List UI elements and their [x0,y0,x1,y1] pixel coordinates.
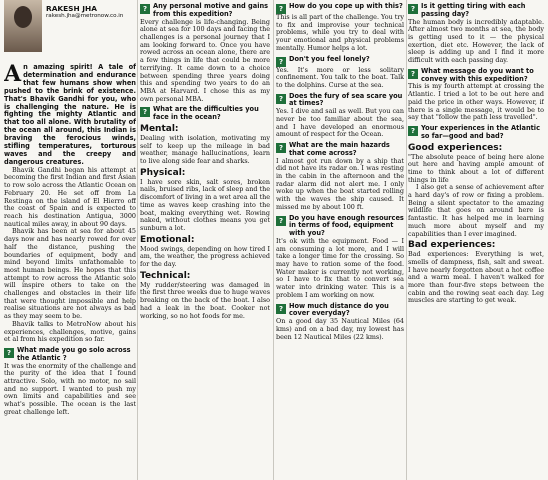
body-paragraph: Bhavik has been at sea for about 45 days now and has nearly rowed for over half the distance, pushing the boundaries of equipment, body and mind beyond limits unfathomable to most human beings. He hopes that this attempt to row across the Atlantic solo will inspire others to take on the challenges and obstacles in their life that were thought impossible and help realise situations are not always as bad as they may seem to be. [4,227,136,321]
column-rule [406,0,407,480]
question: ? Does the fury of sea scare you at times? [276,93,404,109]
question-icon: ? [4,348,14,358]
answer: Yes. I dive and sail as well. But you can never be too familiar about the sea, and I have developed an enormous amount of respect for the Ocean. [276,107,404,139]
question-icon: ? [408,126,418,136]
question-icon: ? [408,4,418,14]
question-icon: ? [276,94,286,104]
question-icon: ? [140,107,150,117]
question: ? Your experiences in the Atlantic so far—good and bad? [408,125,544,141]
answer: Yes. It's more or less solitary confinement. You talk to the boat. Talk to the dolphins. Curse at the sea. [276,65,404,89]
question-icon: ? [276,57,286,67]
drop-cap: A [4,61,22,87]
lead-paragraph [4,61,136,167]
answer: It's ok with the equipment. Food — I am consuming a lot more, and I will take a longer time for the crossing. So may have to ration some of the food. Water maker is currently not working, so I have to fix that to convert sea water into drinking water. This is a problem I am working on now. [276,236,404,299]
answer: Mood swings, depending on how tired I am, the weather, the progress achieved for the day. [140,244,270,269]
answer: I have sore skin, salt sores, broken nails, bruised ribs, lack of sleep and the discomfort of living in a wet area all the time as waves keep crashing into the boat, making everything wet. Rowing naked, without clothes means you get sunburn a lot. [140,177,270,232]
question-icon: ? [276,143,286,153]
question: ? What are the main hazards that come across? [276,142,404,158]
answer: My rudder/steering was damaged in the first three weeks due to huge waves breaking on the back of the boat. I also had a leak in the boat. Cooker not working, so no hot foods for me. [140,280,270,320]
section-heading: Physical: [140,167,186,178]
answer: This is all part of the challenge. You try to fix and improvise your technical problems, while you try to deal with your emotional and physical problems mentally. Humor helps a lot. [276,13,404,52]
section-heading: Bad experiences: [408,240,496,251]
answer: Bad experiences: Everything is wet, smells of dampness, fish, salt and sweat. I have nearly forgotten about a hot coffee and a warm meal. I haven't walked for more than four-five steps between the cabin and the rowing seat each day. Leg muscles are starting to get weak. [408,250,544,305]
question-icon: ? [276,4,286,14]
answer: The human body is incredibly adaptable. After almost two months at sea, the body is getting used to it — the physical exertion, diet etc. However, the lack of sleep is adding up and I find it more difficult with each passing day. [408,17,544,65]
column-4 [408,0,544,480]
question: ? Is it getting tiring with each passing day? [408,3,544,19]
answer: Dealing with isolation, motivating my self to keep up the mileage in bad weather, manage hallucinations, learn to live along side fear and sharks. [140,133,270,166]
question: ? What are the difficulties you face in the ocean? [140,106,270,122]
question: ? Any personal motive and gains from this expedition? [140,3,270,19]
question-icon: ? [276,304,286,314]
answer: I almost got run down by a ship that did not have its radar on. I was resting in the cabin in the afternoon and the radar alarm did not alert me. I only woke up when the boat started rolling with the waves the ship caused. It missed me by about 100 ft. [276,156,404,211]
author-email[interactable]: rakesh.jha@metronow.co.in [46,13,124,19]
section-heading: Good experiences: [408,142,503,153]
author-name: RAKESH JHA [46,4,97,13]
answer: It was the enormity of the challenge and the purity of the idea that I found attractive. Solo, with no motor, no sail and no support. I wanted to push my own limits and capabilities and see what's possible. The ocean is the last great challenge left. [4,361,136,416]
column-3 [276,0,404,480]
section-heading: Emotional: [140,234,195,245]
answer: "The absolute peace of being here alone out here and having ample amount of time to think about a lot of different things in life [408,152,544,184]
section-heading: Mental: [140,123,179,134]
answer: Every challenge is life-changing. Being alone at sea for 100 days and facing the challenges is a personal journey that I am looking forward to. Once you have rowed across an ocean alone, there are a few things in life that could be more terrifying. It came down to a choice between spending three years doing this and spending two years to do an MBA at Harvard. I chose this as my own personal MBA. [140,17,270,103]
author-photo [4,0,42,52]
question: ? Don't you feel lonely? [276,56,404,67]
question: ? How do you cope up with this? [276,3,404,14]
question-icon: ? [276,216,286,226]
body-paragraph: Bhavik Gandhi began his attempt at becoming the first Indian and first Asian to row solo across the Atlantic Ocean on February 20. He set off from La Restinga on the island of El Hierro off the coast of Spain and is expected to reach his destination Antigua, 3000 nautical miles away, in about 90 days. [4,165,136,228]
byline [4,0,136,64]
question: ? Do you have enough resources in terms of food, equipment with you? [276,215,404,238]
answer: I also get a sense of achievement after a hard day's of row or fixing a problem. Being a silent spectator to the amazing wildlife that goes on around here is fantastic. It has helped me in learning much more about myself and my capabilities than I ever imagined. [408,183,544,238]
question: ? How much distance do you cover everyday? [276,303,404,319]
question: ? What message do you want to convey with this expedition? [408,68,544,84]
column-rule [273,0,274,480]
question-icon: ? [408,69,418,79]
column-rule [137,0,138,480]
question: ? What made you go solo across the Atlantic ? [4,347,136,363]
column-2 [140,0,270,480]
lead-text: n amazing spirit! A tale of determination and endurance that few humans show when pushed to the brink of existence. That's Bhavik Gandhi for you, who is challenging the nature. He is fighting the mighty Atlantic and that too all alone. With brutality of the ocean all around, this Indian is braving the ferocious winds, stifling temperatures, torturous waves and the creepy and dangerous creatures. [4,63,136,166]
body-paragraph: Bhavik talks to MetroNow about his experiences, challenges, motive, gains et al from his expedition so far. [4,319,136,344]
answer: This is my fourth attempt at crossing the Atlantic. I tried a lot to be out here and paid the price in other ways. However, if there is a single message, it would be to say that "follow the path less travelled". [408,82,544,122]
section-heading: Technical: [140,270,191,281]
answer: On a good day 35 Nautical Miles (64 kms) and on a bad day, my lowest has been 12 Nautical Miles (22 kms). [276,317,404,341]
column-1 [4,0,136,480]
question-icon: ? [140,4,150,14]
